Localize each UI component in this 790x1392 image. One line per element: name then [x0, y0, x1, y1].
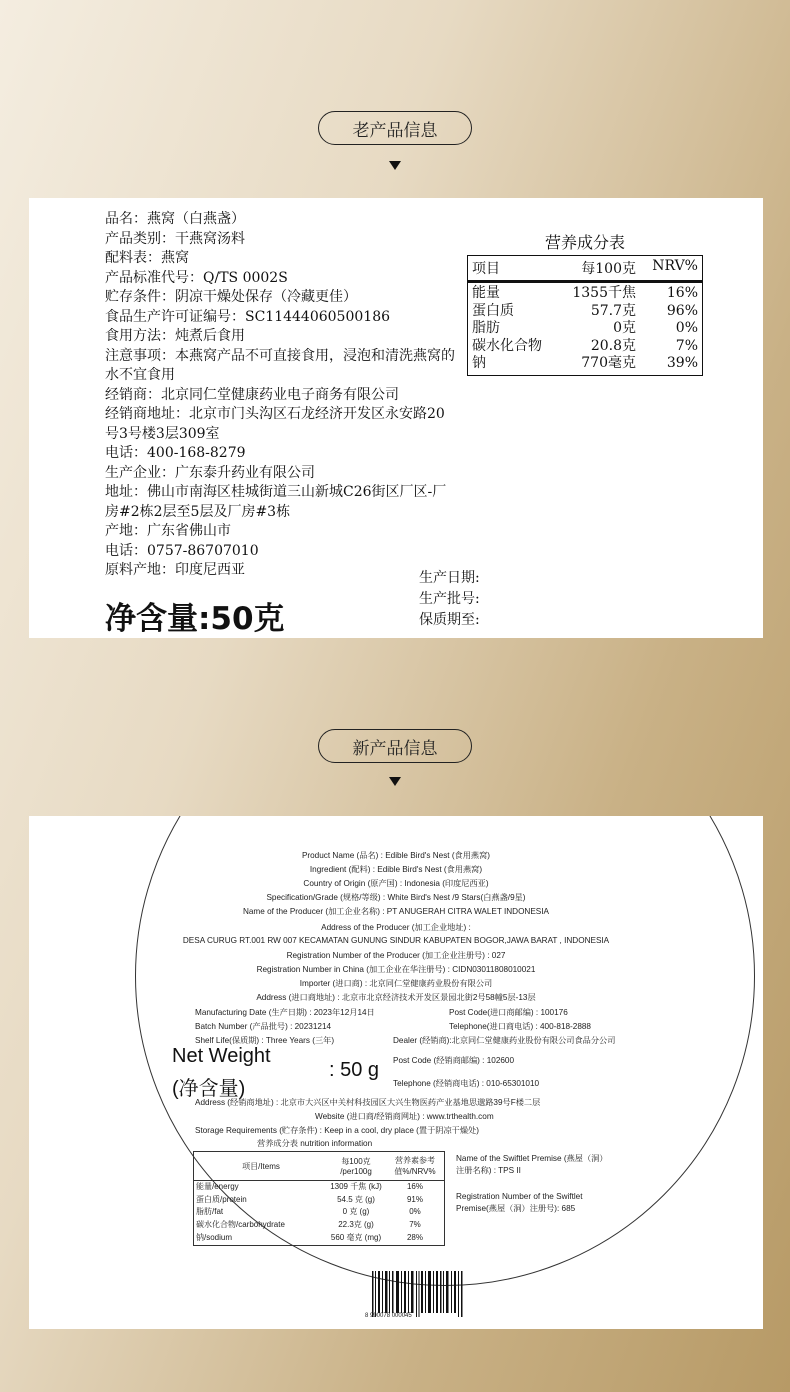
new-nutrition-row — [194, 1219, 444, 1232]
info-line: 原料产地：印度尼西亚 — [105, 562, 245, 578]
expiry-label: 保质期至: — [419, 612, 480, 628]
net-weight-en: Net Weight — [172, 1045, 271, 1067]
old-product-label — [29, 198, 763, 638]
cell: 0 克 (g) — [342, 1207, 370, 1217]
nutrition-row — [468, 285, 702, 303]
info-line: 产品类别：干燕窝汤料 — [105, 230, 245, 247]
info-line: 注意事项：本燕窝产品不可直接食用，浸泡和清洗燕窝的水不宜食用 — [105, 347, 455, 383]
cell: 16% — [406, 1182, 423, 1191]
nutrition-row — [468, 303, 702, 321]
net-weight-cn: (净含量) — [172, 1078, 246, 1100]
new-nutrition-row — [194, 1232, 444, 1245]
new-nutrition-row — [194, 1181, 444, 1194]
cell: 钠/sodium — [196, 1232, 233, 1242]
info-line: 经销商地址：北京市门头沟区石龙经济开发区永安路20号3号楼3层309室 — [105, 406, 445, 442]
nutrition-info-title: 营养成分表 nutrition information — [257, 1139, 373, 1148]
importer-telephone: Telephone(进口商电话) : 400-818-2888 — [449, 1022, 591, 1031]
producer-name: Name of the Producer (加工企业名称) : PT ANUGERAH CITRA WALET INDONESIA — [242, 907, 550, 916]
cell: 1355千焦 — [572, 285, 636, 301]
cell: 钠 — [472, 355, 486, 371]
importer-address: Address (进口商地址) : 北京市北京经济技术开发区景园北街2号58幢5层-13层 — [256, 993, 536, 1002]
old-section-title: 老产品信息 — [352, 120, 438, 141]
nutrition-row — [468, 355, 702, 373]
new-section-title: 新产品信息 — [352, 738, 438, 759]
info-line: 品名：燕窝（白燕盏） — [105, 211, 245, 227]
new-nutrition-table — [193, 1151, 445, 1246]
dealer: Dealer (经销商):北京同仁堂健康药业股份有限公司食品分公司 — [393, 1036, 616, 1045]
new-product-info-pill — [318, 729, 472, 763]
header-cell: 项目 — [472, 261, 500, 277]
info-line: 生产企业：广东泰升药业有限公司 — [105, 464, 315, 481]
cell: 57.7克 — [590, 302, 636, 319]
header-cell: NRV% — [652, 258, 698, 274]
swiftlet-premise-registration: Registration Number of the Swiftlet Premise(燕屋（洞）注册号): 685 — [456, 1192, 583, 1213]
producer-registration: Registration Number of the Producer (加工企业注册号) : 027 — [286, 951, 506, 960]
cell: 770毫克 — [581, 355, 636, 371]
info-line: 电话：0757-86707010 — [105, 542, 259, 559]
cell: 0% — [675, 320, 698, 336]
producer-address: DESA CURUG RT.001 RW 007 KECAMATAN GUNUNG SINDUR KABUPATEN BOGOR,JAWA BARAT , INDONESIA — [182, 936, 610, 945]
grade: Specification/Grade (规格/等级) : White Bird's Nest /9 Stars(白燕盏/9星) — [266, 893, 526, 902]
info-line: 贮存条件：阴凉干燥处保存（冷藏更佳） — [105, 289, 357, 305]
down-arrow-icon — [389, 777, 401, 786]
net-content: 净含量:50克 — [105, 601, 285, 637]
cell: 0% — [409, 1207, 421, 1217]
nutrition-row — [468, 320, 702, 338]
cell: 28% — [406, 1232, 423, 1242]
net-weight-value: : 50 g — [329, 1059, 380, 1081]
cell: 0克 — [613, 320, 636, 336]
cell: 20.8克 — [590, 337, 636, 354]
new-nutrition-row — [194, 1194, 444, 1207]
batch-number: Batch Number (产品批号) : 20231214 — [195, 1022, 332, 1031]
header-cell: 每100克 — [581, 261, 636, 277]
ingredient: Ingredient (配料) : Edible Bird's Nest (食用燕窝) — [309, 865, 483, 874]
cell: 能量 — [472, 285, 500, 301]
cell: 脂肪 — [472, 320, 500, 336]
nutrition-title: 营养成分表 — [544, 233, 625, 252]
china-registration: Registration Number in China (加工企业在华注册号) : CIDN03011808010021 — [256, 965, 536, 974]
cell: 54.5 克 (g) — [337, 1194, 375, 1204]
cell: 碳水化合物 — [472, 337, 542, 354]
info-line: 产地：广东省佛山市 — [105, 523, 231, 539]
cell: 能量/energy — [196, 1182, 239, 1191]
header-cell: 每100克 /per100g — [340, 1157, 372, 1176]
cell: 蛋白质 — [472, 302, 514, 319]
cell: 16% — [666, 285, 698, 301]
producer-address-label: Address of the Producer (加工企业地址) : — [321, 923, 471, 932]
cell: 碳水化合物/carbohydrate — [196, 1220, 285, 1230]
info-line: 地址：佛山市南海区桂城街道三山新城C26街区厂区-厂房#2栋2层至5层及厂房#3栋 — [105, 484, 447, 520]
info-line: 食用方法：炖煮后食用 — [105, 328, 245, 344]
importer: Importer (进口商) : 北京同仁堂健康药业股份有限公司 — [299, 979, 493, 988]
info-line: 食品生产许可证编号：SC11444060500186 — [105, 308, 391, 325]
new-nutrition-row — [194, 1206, 444, 1219]
barcode-digits: 8 990078 000045 — [365, 1313, 412, 1319]
batch-label: 生产批号: — [419, 591, 480, 607]
nutrition-table — [467, 255, 703, 376]
down-arrow-icon — [389, 161, 401, 170]
header-cell: 项目/Items — [242, 1161, 280, 1171]
cell: 7% — [675, 337, 698, 354]
old-product-info-pill — [318, 111, 472, 145]
country-of-origin: Country of Origin (原产国) : Indonesia (印度尼西亚) — [303, 879, 489, 888]
new-product-label — [29, 816, 763, 1329]
storage-requirements: Storage Requirements (贮存条件) : Keep in a cool, dry place (置于阴凉干燥处) — [195, 1126, 479, 1135]
importer-postcode: Post Code(进口商邮编) : 100176 — [449, 1008, 568, 1017]
dealer-telephone: Telephone (经销商电话) : 010-65301010 — [393, 1079, 540, 1088]
cell: 560 毫克 (mg) — [330, 1232, 382, 1242]
date-labels — [419, 568, 480, 631]
dealer-address: Address (经销商地址) : 北京市大兴区中关村科技园区大兴生物医药产业基地思邈路39号F楼二层 — [195, 1098, 541, 1107]
nutrition-header-row — [468, 256, 702, 283]
cell: 7% — [409, 1220, 421, 1230]
old-info-block — [105, 210, 455, 581]
cell: 蛋白质/protein — [196, 1194, 247, 1204]
product-name: Product Name (品名) : Edible Bird's Nest (食用燕窝) — [301, 851, 491, 860]
info-line: 配料表：燕窝 — [105, 250, 189, 266]
info-line: 经销商：北京同仁堂健康药业电子商务有限公司 — [105, 386, 399, 403]
info-line: 产品标准代号：Q/TS 0002S — [105, 269, 288, 286]
shelf-life: Shelf Life(保质期) : Three Years (三年) — [195, 1036, 335, 1045]
swiftlet-premise-name: Name of the Swiftlet Premise (燕屋（洞）注册名称) : TPS II — [456, 1154, 604, 1175]
manufacturing-date: Manufacturing Date (生产日期) : 2023年12月14日 — [195, 1008, 375, 1017]
cell: 39% — [666, 355, 698, 371]
cell: 脂肪/fat — [196, 1207, 224, 1217]
dealer-postcode: Post Code (经销商邮编) : 102600 — [393, 1056, 515, 1065]
cell: 1309 千焦 (kJ) — [330, 1182, 382, 1191]
new-nutrition-header — [194, 1152, 444, 1181]
info-line: 电话：400-168-8279 — [105, 445, 246, 461]
website: Website (进口商/经销商网址) : www.trthealth.com — [315, 1112, 494, 1121]
cell: 22.3克 (g) — [338, 1220, 374, 1230]
production-date-label: 生产日期: — [419, 570, 480, 586]
header-cell: 营养素参考值%/NRV% — [394, 1156, 436, 1176]
cell: 91% — [406, 1194, 423, 1204]
nutrition-row — [468, 338, 702, 356]
cell: 96% — [666, 302, 698, 319]
